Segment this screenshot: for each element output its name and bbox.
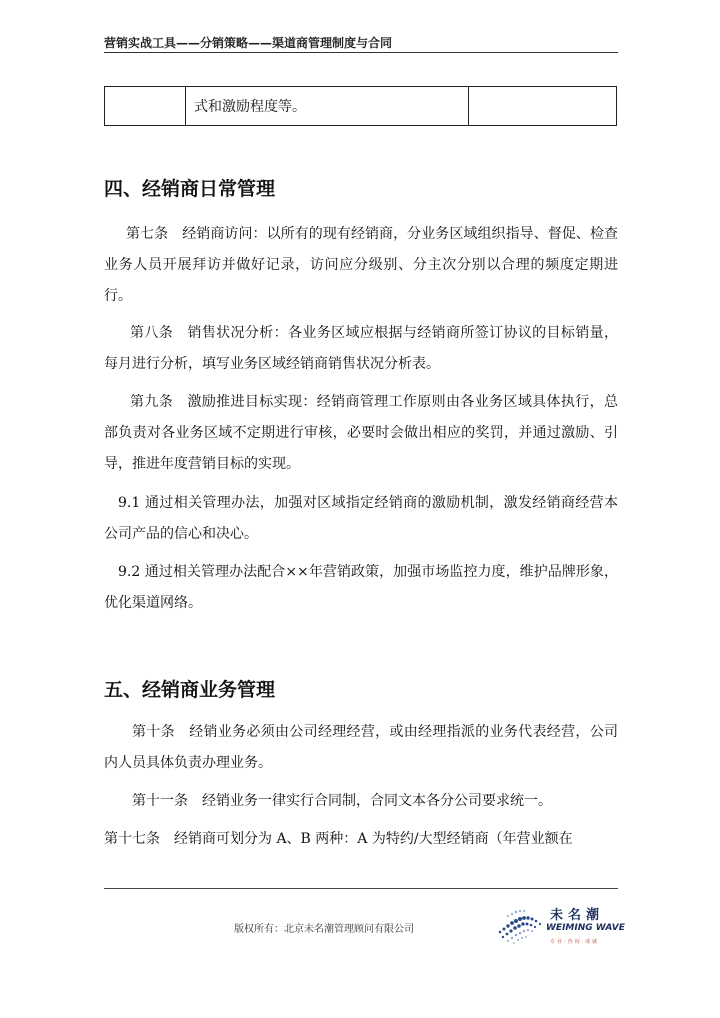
- logo-slogan: 专业·咨询·成就: [550, 939, 600, 945]
- section-heading-daily-management: 四、经销商日常管理: [104, 178, 276, 200]
- footer-rule: [104, 888, 618, 889]
- clause-9-1-paragraph: 9.1 通过相关管理办法，加强对区域指定经销商的激励机制，激发经销商经营本公司产品的信心和决心。: [104, 495, 618, 542]
- wave-logo-icon: [494, 902, 550, 950]
- continued-table: [104, 86, 617, 126]
- article-10-paragraph: 第十条 经销业务必须由公司经理经营，或由经理指派的业务代表经营，公司内人员具体负责办理业务。: [104, 724, 618, 771]
- article-9-paragraph: 第九条 激励推进目标实现：经销商管理工作原则由各业务区域具体执行，总部负责对各业务区域不定期进行审核，必要时会做出相应的奖罚，并通过激励、引导，推进年度营销目标的实现。: [104, 394, 618, 472]
- company-logo: [494, 902, 625, 950]
- article-7-paragraph: 第七条 经销商访问：以所有的现有经销商，分业务区域组织指导、督促、检查业务人员开展拜访并做好记录，访问应分级别、分主次分别以合理的频度定期进行。: [104, 226, 618, 304]
- table-cell-text: 式和激励程度等。: [186, 87, 469, 126]
- running-header: 营销实战工具——分销策略——渠道商管理制度与合同: [104, 36, 393, 50]
- table-cell-empty-right: [469, 87, 617, 126]
- logo-chinese-name: 未名潮: [550, 908, 605, 923]
- article-11-paragraph: 第十一条 经销业务一律实行合同制，合同文本各分公司要求统一。: [132, 793, 552, 809]
- clause-9-2-paragraph: 9.2 通过相关管理办法配合××年营销政策，加强市场监控力度，维护品牌形象，优化渠道网络。: [104, 564, 618, 611]
- logo-english-name: WEIMING WAVE: [546, 923, 625, 933]
- article-17-paragraph: 第十七条 经销商可划分为 A、B 两种：A 为特约/大型经销商（年营业额在: [104, 831, 573, 847]
- section-heading-business-management: 五、经销商业务管理: [104, 679, 276, 701]
- article-8-paragraph: 第八条 销售状况分析：各业务区域应根据与经销商所签订协议的目标销量，每月进行分析，填写业务区域经销商销售状况分析表。: [104, 325, 618, 372]
- copyright-notice: 版权所有：北京未名潮管理顾问有限公司: [234, 924, 414, 935]
- table-row: [105, 87, 617, 126]
- table-cell-empty-left: [105, 87, 186, 126]
- header-rule: [104, 52, 618, 53]
